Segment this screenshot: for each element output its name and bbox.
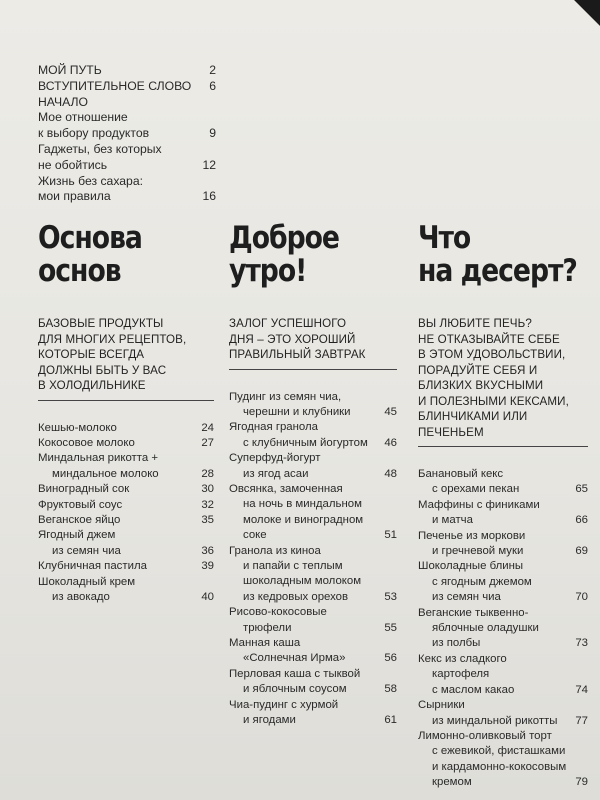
recipe-title: Манная каша	[229, 637, 301, 649]
recipe-entry	[229, 544, 397, 606]
recipe-title-cont: из кедровых орехов	[243, 590, 349, 603]
recipe-entry-line	[418, 775, 588, 790]
recipe-title-cont: миндальное молоко	[52, 467, 159, 480]
section-title-line: Основа	[38, 220, 142, 256]
recipe-entry-line	[38, 498, 214, 513]
toc-page-number: 45	[384, 405, 397, 418]
toc-entry-title: Гаджеты, без которых	[38, 141, 162, 156]
recipe-title-cont: из семян чиа	[52, 544, 121, 557]
section-title-line: основ	[38, 253, 121, 289]
recipe-entry-line	[418, 482, 588, 497]
recipe-title-cont: «Солнечная Ирма»	[243, 652, 346, 665]
recipe-entry-line	[418, 760, 588, 775]
recipe-title: Овсянка, замоченная	[229, 482, 343, 495]
recipe-title-cont: из авокадо	[52, 590, 110, 603]
recipe-entry-line	[418, 714, 588, 729]
section-lead	[229, 316, 397, 363]
recipe-entry-line	[38, 421, 214, 436]
toc-entry-title: не обойтись	[38, 157, 108, 172]
recipe-title-cont: и папайи с теплым	[243, 559, 343, 572]
toc-page-number: 40	[201, 590, 214, 603]
recipe-entry-line	[418, 621, 588, 636]
toc-page-number: 77	[575, 714, 588, 727]
recipe-title: Банановый кекс	[418, 468, 504, 480]
recipe-title: Печенье из моркови	[418, 529, 526, 542]
recipe-entry	[38, 528, 214, 559]
recipe-entry	[229, 667, 397, 698]
section-lead-line: ЗАЛОГ УСПЕШНОГО	[229, 317, 347, 330]
recipe-title-cont: и ягодами	[243, 714, 296, 727]
toc-page-number: 27	[201, 436, 214, 449]
toc-entry	[38, 63, 216, 79]
recipe-entry-line	[229, 559, 397, 574]
section-title-line: Доброе	[229, 220, 339, 256]
toc-page-number: 46	[384, 436, 397, 449]
toc-entry-line	[38, 174, 216, 190]
section-breakfast	[229, 222, 397, 728]
toc-page-number: 16	[202, 189, 216, 204]
toc-page-number: 56	[384, 652, 397, 665]
section-title-line: на десерт?	[418, 253, 577, 289]
recipe-entry-line	[418, 590, 588, 605]
toc-page-number: 69	[575, 545, 588, 558]
recipe-title: Ягодная гранола	[229, 421, 318, 434]
toc-entry-title: к выбору продуктов	[38, 126, 150, 141]
recipe-entry-line	[418, 544, 588, 559]
recipe-list	[418, 467, 588, 791]
recipe-title-cont: и матча	[432, 514, 473, 527]
recipe-title-cont: и яблочным соусом	[243, 683, 347, 696]
recipe-title-cont: кремом	[432, 776, 472, 789]
recipe-title-cont: из полбы	[432, 637, 481, 650]
toc-entry	[38, 79, 216, 95]
toc-page-number: 66	[575, 514, 588, 527]
recipe-entry	[38, 559, 214, 574]
toc-entry-title: ВСТУПИТЕЛЬНОЕ СЛОВО	[38, 78, 192, 93]
toc-entry-title: МОЙ ПУТЬ	[38, 63, 102, 77]
recipe-list	[229, 390, 397, 729]
toc-page-number: 32	[201, 498, 214, 511]
recipe-title-cont: шоколадным молоком	[243, 575, 362, 588]
recipe-entry-line	[229, 405, 397, 420]
toc-page-number: 61	[384, 714, 397, 727]
recipe-entry-line	[38, 482, 214, 497]
recipe-entry	[229, 605, 397, 636]
section-lead-line: ДОЛЖНЫ БЫТЬ У ВАС	[38, 363, 167, 377]
recipe-title: Клубничная пастила	[38, 560, 147, 573]
recipe-title: Шоколадные блины	[418, 560, 524, 573]
section-divider	[418, 446, 588, 447]
toc-page-number: 30	[201, 483, 214, 496]
section-lead-line: ДНЯ – ЭТО ХОРОШИЙ	[229, 332, 356, 346]
recipe-entry-line	[38, 544, 214, 559]
recipe-title: Веганское яйцо	[38, 513, 121, 526]
toc-page-number: 48	[384, 467, 397, 480]
toc-page-number: 51	[384, 529, 397, 542]
toc-page-number: 36	[201, 544, 214, 557]
recipe-title-cont: из миндальной рикотты	[432, 714, 558, 727]
recipe-entry-line	[38, 559, 214, 574]
recipe-entry-line	[38, 590, 214, 605]
recipe-title: Перловая каша с тыквой	[229, 667, 361, 680]
section-lead-line: В ХОЛОДИЛЬНИКЕ	[38, 379, 146, 392]
toc-page-number: 55	[384, 621, 397, 634]
recipe-entry	[229, 698, 397, 729]
section-lead-line: ПРАВИЛЬНЫЙ ЗАВТРАК	[229, 348, 366, 361]
toc-entry	[38, 174, 216, 206]
recipe-entry	[418, 729, 588, 791]
recipe-entry-line	[38, 436, 214, 451]
recipe-entry	[229, 420, 397, 451]
recipe-entry-line	[229, 651, 397, 666]
recipe-entry	[418, 698, 588, 729]
toc-entry-title: НАЧАЛО	[38, 94, 88, 109]
recipe-title-cont: с маслом какао	[432, 683, 515, 696]
section-lead-line: БЛИНЧИКАМИ ИЛИ	[418, 410, 528, 423]
recipe-title: Маффины с финиками	[418, 498, 540, 511]
recipe-title-cont: картофеля	[432, 668, 490, 681]
toc-entry-title: Мое отношение	[38, 110, 128, 125]
section-divider	[38, 400, 214, 401]
recipe-title-cont: черешни и клубники	[243, 405, 351, 418]
recipe-entry	[418, 529, 588, 560]
toc-entry-line	[38, 126, 216, 142]
recipe-title-cont: на ночь в миндальном	[243, 498, 362, 511]
toc-entry-line	[38, 63, 216, 79]
recipe-title: Сырники	[418, 699, 465, 712]
recipe-entry-line	[229, 436, 397, 451]
recipe-entry-line	[418, 513, 588, 528]
recipe-title-cont: и гречневой муки	[432, 545, 524, 558]
recipe-entry	[418, 652, 588, 698]
recipe-entry	[38, 575, 214, 606]
recipe-entry	[38, 513, 214, 528]
section-lead-line: И ПОЛЕЗНЫМИ КЕКСАМИ,	[418, 394, 569, 408]
recipe-entry	[38, 421, 214, 436]
section-dessert	[418, 222, 588, 791]
toc-page-number: 53	[384, 590, 397, 603]
toc-entry	[38, 142, 216, 174]
recipe-title: Кокосовое молоко	[38, 436, 135, 449]
section-lead	[38, 316, 214, 394]
recipe-title: Гранола из киноа	[229, 544, 321, 557]
recipe-entry-line	[229, 513, 397, 528]
recipe-title-cont: с орехами пекан	[432, 483, 520, 496]
recipe-title-cont: из семян чиа	[432, 591, 501, 604]
toc-entry-line	[38, 79, 216, 95]
recipe-title: Ягодный джем	[38, 529, 116, 542]
section-lead-line: ДЛЯ МНОГИХ РЕЦЕПТОВ,	[38, 332, 187, 346]
recipe-entry-line	[38, 513, 214, 528]
toc-page-number: 2	[209, 63, 216, 77]
section-title-line: Что	[418, 220, 471, 256]
recipe-entry-line	[418, 636, 588, 651]
recipe-title: Суперфуд-йогурт	[229, 452, 321, 465]
recipe-title: Фруктовый соус	[38, 498, 123, 511]
section-title	[229, 222, 435, 288]
recipe-title: Шоколадный крем	[38, 575, 136, 588]
section-lead-line: ВЫ ЛЮБИТЕ ПЕЧЬ?	[418, 317, 532, 330]
toc-entry-line	[38, 95, 216, 111]
toc-page-number: 65	[575, 483, 588, 496]
section-lead-line: БАЗОВЫЕ ПРОДУКТЫ	[38, 317, 164, 330]
section-lead-line: БЛИЗКИХ ВКУСНЫМИ	[418, 379, 544, 392]
recipe-title-cont: соке	[243, 529, 267, 542]
section-title-line: утро!	[229, 253, 307, 289]
recipe-entry-line	[418, 683, 588, 698]
recipe-entry	[418, 606, 588, 652]
recipe-entry	[418, 467, 588, 498]
toc-page-number: 73	[575, 637, 588, 650]
recipe-entry	[38, 498, 214, 513]
toc-entry-line	[38, 110, 216, 126]
recipe-entry	[38, 436, 214, 451]
recipe-entry-line	[229, 713, 397, 728]
page-corner-shadow	[568, 0, 600, 32]
recipe-entry-line	[229, 590, 397, 605]
recipe-title: Веганские тыквенно-	[418, 606, 529, 619]
recipe-entry-line	[418, 744, 588, 759]
toc-page-number: 74	[575, 683, 588, 696]
toc-page-number: 6	[209, 78, 216, 93]
toc-entry-line	[38, 158, 216, 174]
toc-entry	[38, 110, 216, 142]
toc-page-number: 35	[201, 513, 214, 526]
recipe-title: Кешью-молоко	[38, 421, 117, 434]
recipe-title-cont: трюфели	[243, 621, 292, 634]
recipe-entry-line	[38, 467, 214, 482]
recipe-entry	[229, 390, 397, 421]
recipe-entry	[229, 451, 397, 482]
section-lead-line: НЕ ОТКАЗЫВАЙТЕ СЕБЕ	[418, 332, 560, 346]
toc-page-number: 28	[201, 467, 214, 480]
recipe-entry-line	[418, 667, 588, 682]
section-divider	[229, 369, 397, 370]
toc-entry	[38, 95, 216, 111]
recipe-entry	[38, 482, 214, 497]
toc-entry-line	[38, 189, 216, 205]
recipe-entry-line	[229, 528, 397, 543]
recipe-title-cont: из ягод асаи	[243, 467, 309, 480]
toc-page-number: 12	[202, 157, 216, 172]
recipe-title-cont: с ежевикой, фисташками	[432, 745, 566, 758]
section-lead-line: В ЭТОМ УДОВОЛЬСТВИИ,	[418, 348, 566, 361]
recipe-entry-line	[229, 621, 397, 636]
recipe-entry-line	[229, 467, 397, 482]
recipe-title: Виноградный сок	[38, 483, 130, 496]
toc-entry-title: мои правила	[38, 189, 111, 204]
recipe-title: Лимонно-оливковый торт	[418, 729, 552, 742]
toc-page-number: 24	[201, 421, 214, 434]
section-lead	[418, 316, 588, 440]
toc-page-number: 58	[384, 683, 397, 696]
toc-page-number: 9	[209, 126, 216, 141]
recipe-entry	[418, 559, 588, 605]
recipe-title-cont: с ягодным джемом	[432, 575, 532, 588]
toc-entry-title: Жизнь без сахара:	[38, 173, 143, 188]
section-lead-line: ПЕЧЕНЬЕМ	[418, 425, 484, 439]
recipe-entry	[418, 498, 588, 529]
recipe-entry-line	[418, 575, 588, 590]
recipe-entry-line	[229, 574, 397, 589]
recipe-entry	[229, 482, 397, 544]
section-title	[38, 222, 244, 288]
recipe-entry-line	[229, 497, 397, 512]
toc-page-number: 39	[201, 560, 214, 573]
recipe-title-cont: с клубничным йогуртом	[243, 436, 368, 449]
recipe-title: Кекс из сладкого	[418, 652, 507, 665]
toc-page-number: 70	[575, 591, 588, 604]
recipe-title: Чиа-пудинг с хурмой	[229, 698, 339, 711]
recipe-title-cont: яблочные оладушки	[432, 622, 539, 635]
recipe-title: Рисово-кокосовые	[229, 606, 327, 619]
toc-entry-line	[38, 142, 216, 158]
section-title	[418, 222, 600, 288]
recipe-title: Пудинг из семян чиа,	[229, 390, 342, 403]
recipe-title-cont: молоке и виноградном	[243, 513, 364, 526]
intro-contents	[38, 63, 216, 205]
section-lead-line: ПОРАДУЙТЕ СЕБЯ И	[418, 363, 538, 377]
toc-page-number: 79	[575, 776, 588, 789]
recipe-list	[38, 421, 214, 606]
section-basics	[38, 222, 214, 605]
recipe-entry	[229, 636, 397, 667]
recipe-title-cont: и кардамонно-кокосовым	[432, 760, 567, 773]
recipe-entry-line	[229, 682, 397, 697]
section-lead-line: КОТОРЫЕ ВСЕГДА	[38, 348, 145, 361]
recipe-title: Миндальная рикотта +	[38, 452, 159, 465]
recipe-entry	[38, 451, 214, 482]
